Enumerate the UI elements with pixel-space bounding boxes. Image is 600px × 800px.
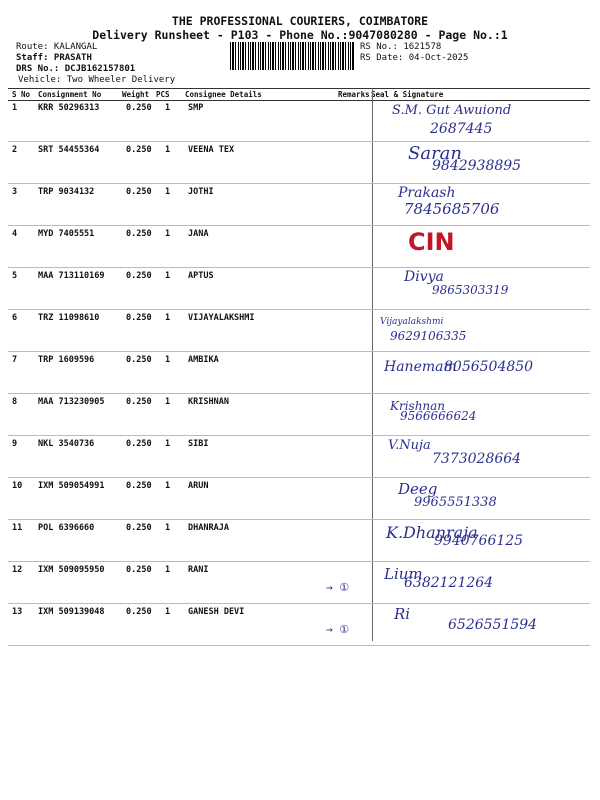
cell-consignment: TRZ 11098610 xyxy=(38,313,100,323)
cell-pcs: 1 xyxy=(165,607,171,617)
cell-consignee: ARUN xyxy=(188,481,209,491)
rs-date: RS Date: 04-Oct-2025 xyxy=(360,53,469,63)
cell-consignment: IXM 509139048 xyxy=(38,607,105,617)
cell-sno: 6 xyxy=(12,313,18,323)
signature: V.Nuja xyxy=(388,438,431,453)
signature: Hanemam xyxy=(384,359,457,375)
cell-pcs: 1 xyxy=(165,187,171,197)
col-weight: Weight xyxy=(122,90,150,99)
cell-consignee: APTUS xyxy=(188,271,214,281)
col-consignment: Consignment No xyxy=(38,90,102,99)
cell-consignee: VIJAYALAKSHMI xyxy=(188,313,255,323)
signature: Ri xyxy=(394,605,411,623)
cell-sno: 2 xyxy=(12,145,18,155)
cell-weight: 0.250 xyxy=(126,145,152,155)
cell-consignment: NKL 3540736 xyxy=(38,439,95,449)
cell-pcs: 1 xyxy=(165,481,171,491)
cell-weight: 0.250 xyxy=(126,565,152,575)
cell-sno: 8 xyxy=(12,397,18,407)
cell-pcs: 1 xyxy=(165,397,171,407)
cell-consignee: KRISHNAN xyxy=(188,397,229,407)
remark-mark: → ① xyxy=(326,581,350,594)
signature: Prakash xyxy=(398,185,456,201)
cell-pcs: 1 xyxy=(165,565,171,575)
signature: Lium xyxy=(384,565,423,583)
table-row xyxy=(8,435,590,478)
cell-sno: 4 xyxy=(12,229,18,239)
signature-phone: 6526551594 xyxy=(448,617,538,633)
table-row xyxy=(8,477,590,520)
table-row xyxy=(8,603,590,646)
signature-phone: 8056504850 xyxy=(444,359,534,375)
cell-consignee: SIBI xyxy=(188,439,209,449)
cell-sno: 13 xyxy=(12,607,23,617)
drs-number: DRS No.: DCJB162157801 xyxy=(16,64,136,74)
cell-weight: 0.250 xyxy=(126,439,152,449)
table-row xyxy=(8,267,590,310)
col-remarks: Remarks xyxy=(338,90,370,99)
cell-consignment: MAA 713110169 xyxy=(38,271,105,281)
table-row xyxy=(8,99,590,142)
cell-sno: 1 xyxy=(12,103,18,113)
signature-phone: 7373028664 xyxy=(432,451,522,467)
signature: S.M. Gut Awuiond xyxy=(392,103,512,118)
staff-label: Staff: PRASATH xyxy=(16,53,92,63)
col-signature: Seal & Signature xyxy=(371,90,444,99)
cell-pcs: 1 xyxy=(165,229,171,239)
barcode-image xyxy=(230,42,355,70)
table-row xyxy=(8,309,590,352)
cell-consignment: MYD 7405551 xyxy=(38,229,95,239)
table-row xyxy=(8,561,590,604)
cell-weight: 0.250 xyxy=(126,355,152,365)
runsheet-subtitle: Delivery Runsheet - P103 - Phone No.:9047080280 - Page No.:1 xyxy=(92,28,508,42)
cell-pcs: 1 xyxy=(165,523,171,533)
table-row xyxy=(8,225,590,268)
route-label: Route: KALANGAL xyxy=(16,42,98,52)
cell-consignment: SRT 54455364 xyxy=(38,145,100,155)
cell-weight: 0.250 xyxy=(126,523,152,533)
signature-phone: 9965551338 xyxy=(414,495,497,510)
signature-phone: 6382121264 xyxy=(404,575,494,591)
company-title: THE PROFESSIONAL COURIERS, COIMBATORE xyxy=(171,14,429,28)
signature: Divya xyxy=(404,269,444,285)
signature: Vijayalakshmi xyxy=(380,317,444,327)
cell-weight: 0.250 xyxy=(126,481,152,491)
table-row xyxy=(8,141,590,184)
cell-pcs: 1 xyxy=(165,103,171,113)
remark-mark: → ① xyxy=(326,623,350,636)
cell-sno: 5 xyxy=(12,271,18,281)
cell-consignment: KRR 50296313 xyxy=(38,103,100,113)
cell-pcs: 1 xyxy=(165,355,171,365)
cell-weight: 0.250 xyxy=(126,313,152,323)
cell-pcs: 1 xyxy=(165,271,171,281)
table-row xyxy=(8,351,590,394)
signature-phone: 9566666624 xyxy=(400,409,477,423)
cell-sno: 10 xyxy=(12,481,23,491)
signature-phone: 9629106335 xyxy=(390,329,467,343)
cell-consignee: DHANRAJA xyxy=(188,523,229,533)
signature: K.Dhanraja xyxy=(386,523,478,542)
signature: Krishnan xyxy=(390,399,446,413)
cell-consignee: GANESH DEVI xyxy=(188,607,245,617)
cell-consignee: VEENA TEX xyxy=(188,145,235,155)
vehicle-label: Vehicle: Two Wheeler Delivery xyxy=(18,75,176,85)
table-row xyxy=(8,519,590,562)
cell-weight: 0.250 xyxy=(126,397,152,407)
cell-consignee: JANA xyxy=(188,229,209,239)
signature-phone: 9842938895 xyxy=(432,158,522,174)
cell-consignee: AMBIKA xyxy=(188,355,219,365)
cell-consignee: SMP xyxy=(188,103,204,113)
cell-consignment: MAA 713230905 xyxy=(38,397,105,407)
table-row xyxy=(8,393,590,436)
signature-phone: 9865303319 xyxy=(432,283,509,297)
cell-pcs: 1 xyxy=(165,439,171,449)
cell-consignment: IXM 509054991 xyxy=(38,481,105,491)
cell-consignee: JOTHI xyxy=(188,187,214,197)
cell-weight: 0.250 xyxy=(126,229,152,239)
cell-pcs: 1 xyxy=(165,145,171,155)
rs-number: RS No.: 1621578 xyxy=(360,42,442,52)
signature-phone: 2687445 xyxy=(430,121,493,137)
signature: CIN xyxy=(408,228,455,256)
cell-consignment: POL 6396660 xyxy=(38,523,95,533)
cell-sno: 9 xyxy=(12,439,18,449)
cell-consignment: TRP 9034132 xyxy=(38,187,95,197)
cell-sno: 12 xyxy=(12,565,23,575)
col-sno: S No xyxy=(12,90,31,99)
signature-phone: 9940766125 xyxy=(434,533,524,549)
col-pcs: PCS xyxy=(156,90,170,99)
cell-weight: 0.250 xyxy=(126,271,152,281)
col-consignee: Consignee Details xyxy=(185,90,262,99)
cell-consignment: IXM 509095950 xyxy=(38,565,105,575)
cell-sno: 11 xyxy=(12,523,23,533)
cell-weight: 0.250 xyxy=(126,103,152,113)
signature: Saran xyxy=(408,143,462,164)
cell-consignment: TRP 1609596 xyxy=(38,355,95,365)
cell-sno: 7 xyxy=(12,355,18,365)
table-row xyxy=(8,183,590,226)
cell-pcs: 1 xyxy=(165,313,171,323)
signature-phone: 7845685706 xyxy=(404,200,500,218)
cell-sno: 3 xyxy=(12,187,18,197)
cell-consignee: RANI xyxy=(188,565,209,575)
cell-weight: 0.250 xyxy=(126,187,152,197)
cell-weight: 0.250 xyxy=(126,607,152,617)
signature: Deeg xyxy=(398,480,438,498)
